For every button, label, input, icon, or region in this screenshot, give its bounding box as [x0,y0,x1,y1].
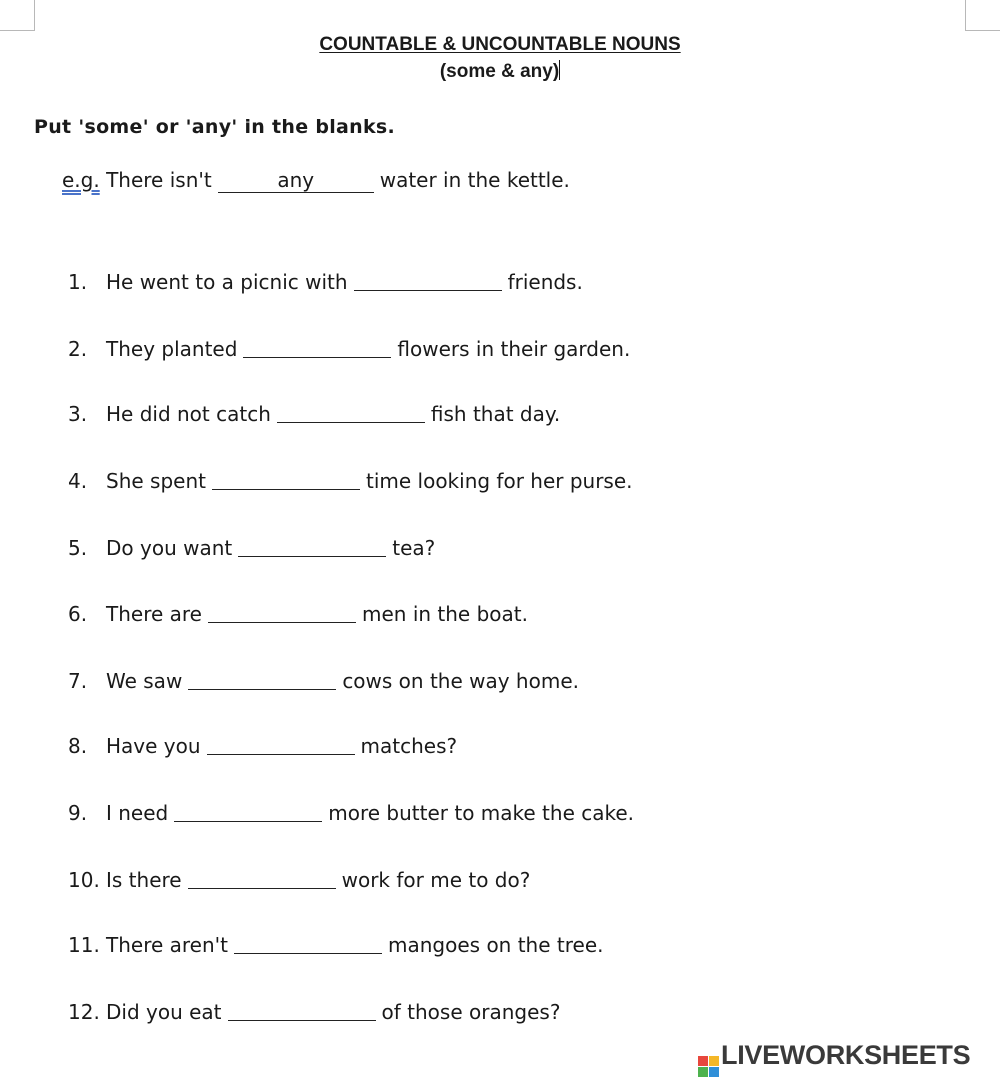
question-before: Is there [106,868,182,892]
question-after: tea? [392,536,436,560]
text-cursor [559,60,560,80]
subtitle-text: (some & any) [439,61,560,82]
question-after: more butter to make the cake. [328,801,635,825]
question-item [68,931,603,959]
question-number: 4. [68,469,88,493]
logo-square-yellow [709,1056,719,1066]
logo-square-blue [709,1067,719,1077]
question-after: cows on the way home. [342,669,579,693]
instruction-text: Put 'some' or 'any' in the blanks. [34,116,396,138]
question-after: time looking for her purse. [365,469,633,493]
question-item [68,335,630,363]
question-after: work for me to do? [341,868,531,892]
answer-blank[interactable] [188,868,336,889]
question-item [68,998,560,1026]
page-corner-top-right [965,0,1000,31]
answer-blank[interactable] [212,469,360,490]
question-after: of those oranges? [381,1000,561,1024]
question-number: 8. [68,734,88,758]
question-item [68,799,634,827]
question-number: 2. [68,337,88,361]
question-before: We saw [106,669,183,693]
question-item [68,600,528,628]
page-corner-top-left [0,0,35,31]
logo-square-green [698,1067,708,1077]
example-sentence [62,166,570,194]
example-after: water in the kettle. [379,168,570,192]
example-answer: any [218,168,374,193]
question-number: 6. [68,602,88,626]
question-before: There aren't [106,933,229,957]
answer-blank[interactable] [207,734,355,755]
answer-blank[interactable] [354,270,502,291]
question-number: 10. [68,868,100,892]
question-before: I need [106,801,169,825]
question-item [68,400,560,428]
logo-square-red [698,1056,708,1066]
question-after: friends. [507,270,583,294]
answer-blank[interactable] [243,337,391,358]
example-before: There isn't [106,168,212,192]
question-before: He went to a picnic with [106,270,348,294]
question-before: Did you eat [106,1000,222,1024]
question-before: He did not catch [106,402,271,426]
worksheet-title [0,34,1000,56]
example-prefix: e.g. [62,168,100,192]
question-item [68,534,435,562]
question-item [68,732,457,760]
answer-blank[interactable] [234,933,382,954]
question-item [68,866,530,894]
answer-blank[interactable] [188,669,336,690]
question-after: fish that day. [430,402,561,426]
question-item [68,467,633,495]
question-item [68,667,579,695]
answer-blank[interactable] [238,536,386,557]
question-number: 5. [68,536,88,560]
question-before: Have you [106,734,201,758]
answer-blank[interactable] [208,602,356,623]
question-before: She spent [106,469,206,493]
question-number: 1. [68,270,88,294]
title-text: COUNTABLE & UNCOUNTABLE NOUNS [319,34,681,55]
answer-blank[interactable] [228,1000,376,1021]
logo-text: LIVEWORKSHEETS [721,1040,971,1070]
question-number: 12. [68,1000,100,1024]
question-after: matches? [360,734,458,758]
worksheet-subtitle [0,60,1000,83]
question-after: men in the boat. [362,602,528,626]
question-item [68,268,583,296]
question-before: They planted [106,337,238,361]
question-before: There are [106,602,202,626]
question-number: 7. [68,669,88,693]
liveworksheets-logo [698,1040,970,1077]
answer-blank[interactable] [174,801,322,822]
question-after: mangoes on the tree. [388,933,604,957]
question-before: Do you want [106,536,233,560]
question-number: 3. [68,402,88,426]
question-number: 11. [68,933,100,957]
answer-blank[interactable] [277,402,425,423]
question-number: 9. [68,801,88,825]
question-after: flowers in their garden. [397,337,631,361]
